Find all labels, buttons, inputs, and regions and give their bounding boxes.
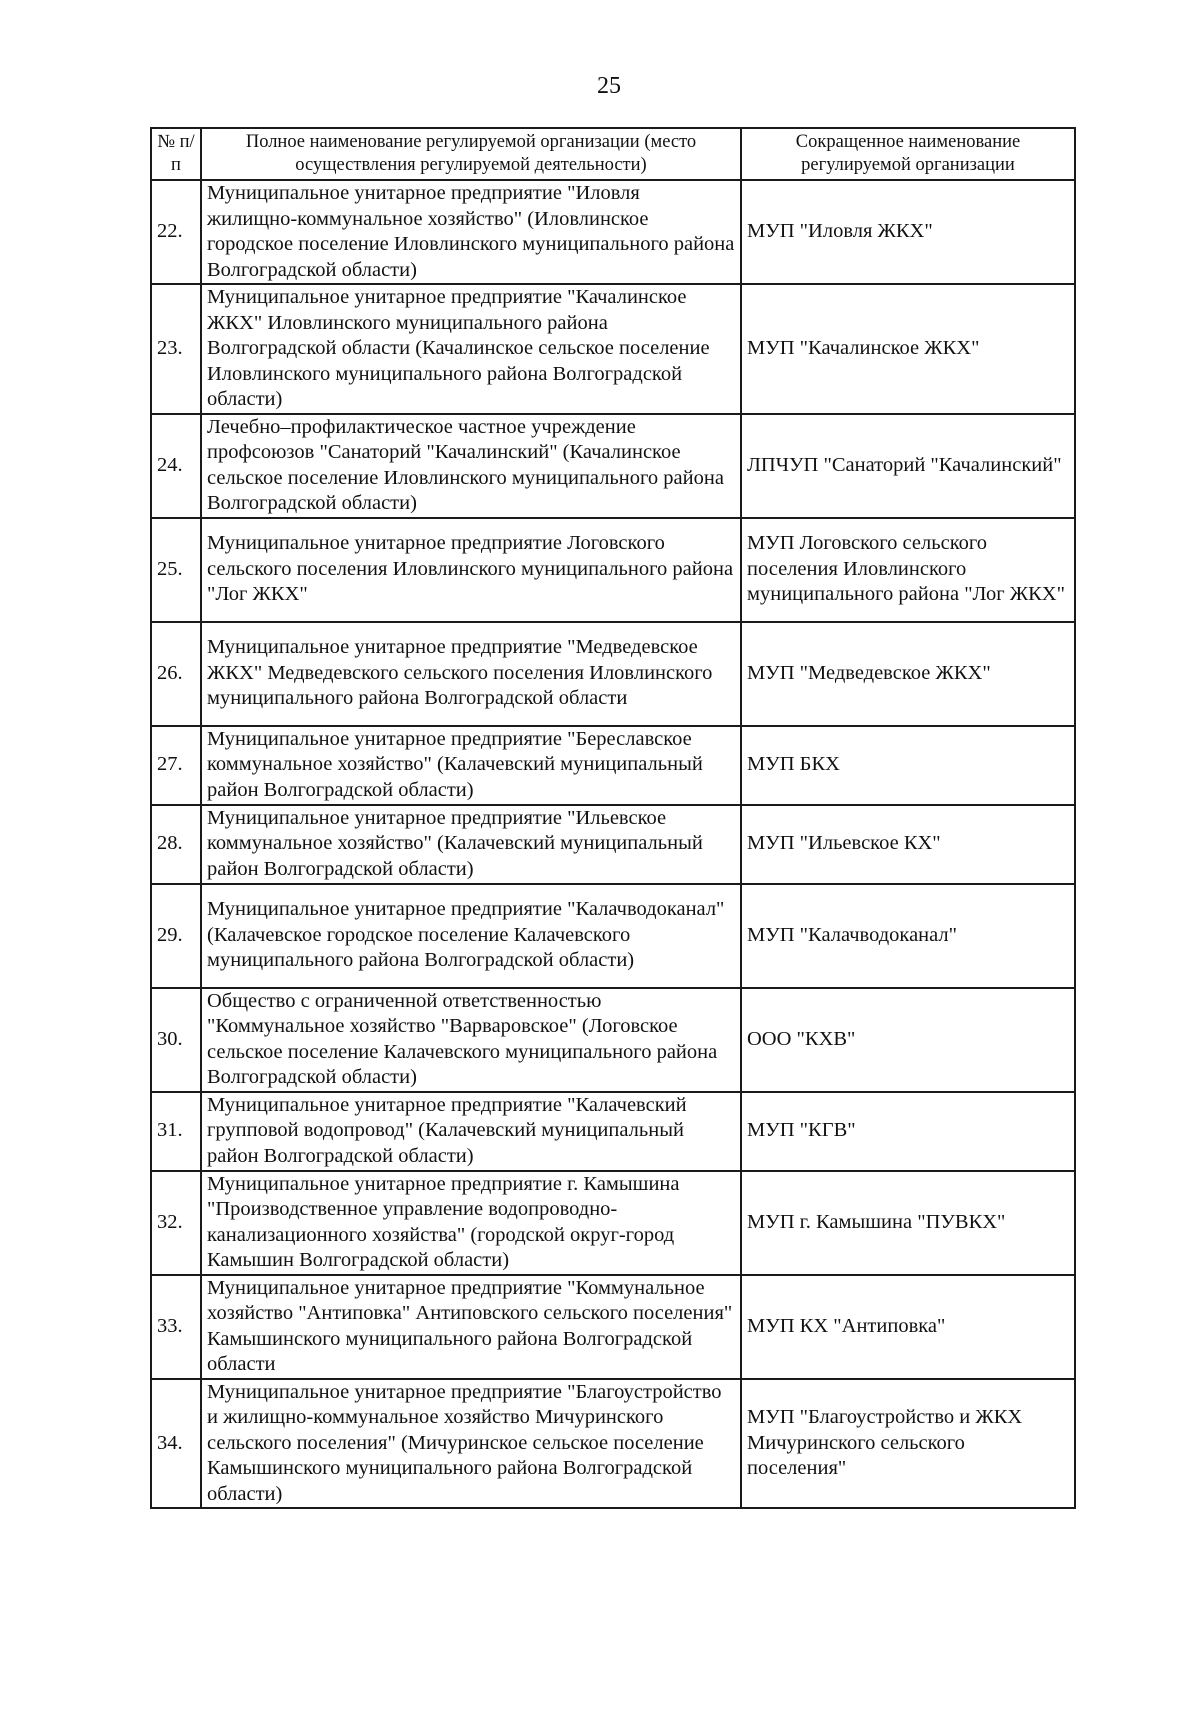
row-full-name: Общество с ограниченной ответственностью "Коммунальное хозяйство "Варваровское" (Логовское сельское поселение Калачевского муниципального района Волгоградской области) — [201, 988, 741, 1092]
table-row — [151, 1379, 1075, 1509]
row-short-name: МУП "КГВ" — [741, 1092, 1075, 1171]
table-row — [151, 284, 1075, 414]
table-row — [151, 1092, 1075, 1171]
row-number: 26. — [151, 622, 201, 726]
table-row — [151, 518, 1075, 622]
row-full-name: Муниципальное унитарное предприятие "Качалинское ЖКХ" Иловлинского муниципального района Волгоградской области (Качалинское сельское поселение Иловлинского муниципального района Волгоградской области) — [201, 284, 741, 414]
row-short-name: МУП БКХ — [741, 726, 1075, 805]
table-header-row — [151, 128, 1075, 180]
table-row — [151, 622, 1075, 726]
row-full-name: Муниципальное унитарное предприятие "Медведевское ЖКХ" Медведевского сельского поселения Иловлинского муниципального района Волгоградской области — [201, 622, 741, 726]
row-full-name: Муниципальное унитарное предприятие "Ильевское коммунальное хозяйство" (Калачевский муниципальный район Волгоградской области) — [201, 805, 741, 884]
row-short-name: МУП "Иловля ЖКХ" — [741, 180, 1075, 284]
header-full-name: Полное наименование регулируемой организации (место осуществления регулируемой деятельности) — [201, 128, 741, 180]
row-full-name: Муниципальное унитарное предприятие "Коммунальное хозяйство "Антиповка" Антиповского сельского поселения" Камышинского муниципального района Волгоградской области — [201, 1275, 741, 1379]
row-number: 31. — [151, 1092, 201, 1171]
table-row — [151, 1171, 1075, 1275]
row-short-name: МУП "Качалинское ЖКХ" — [741, 284, 1075, 414]
row-short-name: МУП "Калачводоканал" — [741, 884, 1075, 988]
row-full-name: Муниципальное унитарное предприятие "Калачводоканал" (Калачевское городское поселение Калачевского муниципального района Волгоградской области) — [201, 884, 741, 988]
row-number: 29. — [151, 884, 201, 988]
row-full-name: Муниципальное унитарное предприятие "Иловля жилищно-коммунальное хозяйство" (Иловлинское городское поселение Иловлинского муниципального района Волгоградской области) — [201, 180, 741, 284]
row-number: 25. — [151, 518, 201, 622]
row-number: 32. — [151, 1171, 201, 1275]
table-row — [151, 726, 1075, 805]
row-number: 34. — [151, 1379, 201, 1509]
organizations-table — [150, 127, 1076, 1509]
row-full-name: Муниципальное унитарное предприятие "Береславское коммунальное хозяйство" (Калачевский муниципальный район Волгоградской области) — [201, 726, 741, 805]
row-full-name: Муниципальное унитарное предприятие "Калачевский групповой водопровод" (Калачевский муниципальный район Волгоградской области) — [201, 1092, 741, 1171]
row-short-name: МУП "Ильевское КХ" — [741, 805, 1075, 884]
row-full-name: Муниципальное унитарное предприятие г. Камышина "Производственное управление водопроводно-канализационного хозяйства" (городской округ-город Камышин Волгоградской области) — [201, 1171, 741, 1275]
row-short-name: МУП "Благоустройство и ЖКХ Мичуринского сельского поселения" — [741, 1379, 1075, 1509]
table-row — [151, 180, 1075, 284]
header-short-name: Сокращенное наименование регулируемой организации — [741, 128, 1075, 180]
row-number: 27. — [151, 726, 201, 805]
row-number: 30. — [151, 988, 201, 1092]
row-short-name: ООО "КХВ" — [741, 988, 1075, 1092]
row-number: 24. — [151, 414, 201, 518]
row-number: 33. — [151, 1275, 201, 1379]
row-short-name: МУП "Медведевское ЖКХ" — [741, 622, 1075, 726]
table-row — [151, 414, 1075, 518]
table-row — [151, 805, 1075, 884]
row-full-name: Муниципальное унитарное предприятие Логовского сельского поселения Иловлинского муниципального района "Лог ЖКХ" — [201, 518, 741, 622]
row-number: 28. — [151, 805, 201, 884]
table-row — [151, 884, 1075, 988]
row-short-name: МУП г. Камышина "ПУВКХ" — [741, 1171, 1075, 1275]
table-row — [151, 988, 1075, 1092]
header-number: № п/п — [151, 128, 201, 180]
row-full-name: Лечебно–профилактическое частное учреждение профсоюзов "Санаторий "Качалинский" (Качалинское сельское поселение Иловлинского муниципального района Волгоградской области) — [201, 414, 741, 518]
row-number: 23. — [151, 284, 201, 414]
row-short-name: ЛПЧУП "Санаторий "Качалинский" — [741, 414, 1075, 518]
row-full-name: Муниципальное унитарное предприятие "Благоустройство и жилищно-коммунальное хозяйство Мичуринского сельского поселения" (Мичуринское сельское поселение Камышинского муниципального района Волгоградской области) — [201, 1379, 741, 1509]
table-row — [151, 1275, 1075, 1379]
row-number: 22. — [151, 180, 201, 284]
row-short-name: МУП Логовского сельского поселения Иловлинского муниципального района "Лог ЖКХ" — [741, 518, 1075, 622]
row-short-name: МУП КХ "Антиповка" — [741, 1275, 1075, 1379]
page-number: 25 — [597, 73, 621, 99]
